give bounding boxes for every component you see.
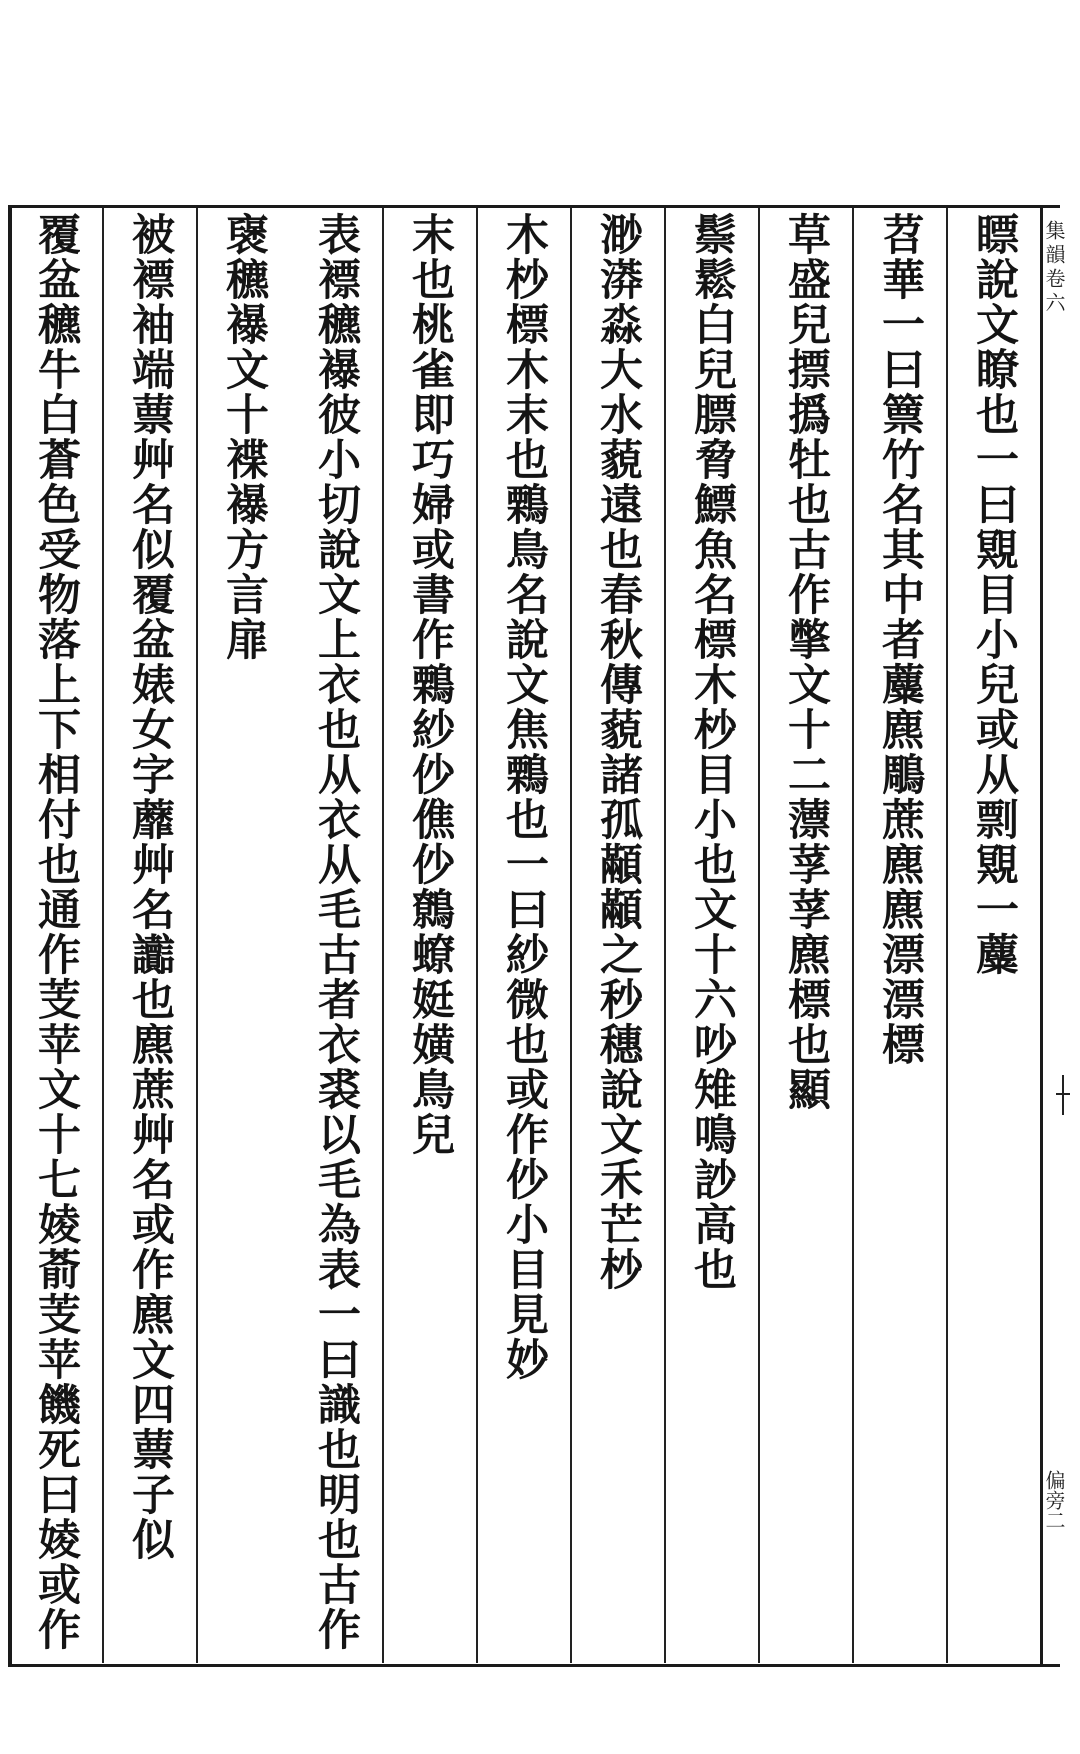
fold-mark bbox=[1056, 1075, 1070, 1115]
text-column-8: 表褾穮襮彼小切說文上衣也从衣从毛古者衣裘以毛為表一曰識也明也古作襃穮襮文十褋襮方言扉 bbox=[196, 208, 382, 1663]
text-column-6: 木杪標木末也鷅鳥名說文焦鷅也一曰紗微也或作仯小目見妙 bbox=[476, 208, 570, 1663]
text-columns bbox=[12, 208, 1040, 1663]
text-column-1: 瞟說文瞭也一曰覭目小兒或从剽覭一蘪 bbox=[946, 208, 1040, 1663]
leaf-label: 偏旁二 bbox=[1042, 1470, 1066, 1530]
text-column-3: 草盛兒摽撝牡也古作撆文十二薸莩莩麃標也顯 bbox=[758, 208, 852, 1663]
text-column-10: 覆盆穮牛白蒼色受物落上下相付也通作芰苹文十七婈萮芰苹饑死曰婈或作 bbox=[0, 208, 102, 1663]
text-column-2: 苕華一曰篻竹名其中者蘪麃鵰蔗麃麃漂漂標 bbox=[852, 208, 946, 1663]
text-column-7: 末也桃雀即巧婦或書作鷅紗仯僬仯鷯蟟娗嫹鳥兒 bbox=[382, 208, 476, 1663]
text-column-5: 渺漭淼大水藐遠也春秋傳藐諸孤顢顢之秒穗說文禾芒杪 bbox=[570, 208, 664, 1663]
book-title: 集韻卷六 bbox=[1042, 220, 1066, 316]
text-column-9: 被褾袖端蔈艸名似覆盆婊女字蘼艸名讟也麃蔗艸名或作麃文四蔈子似 bbox=[102, 208, 196, 1663]
text-column-4: 鬃鬆白兒膘脅鰾魚名標木杪目小也文十六吵雉鳴訬高也 bbox=[664, 208, 758, 1663]
